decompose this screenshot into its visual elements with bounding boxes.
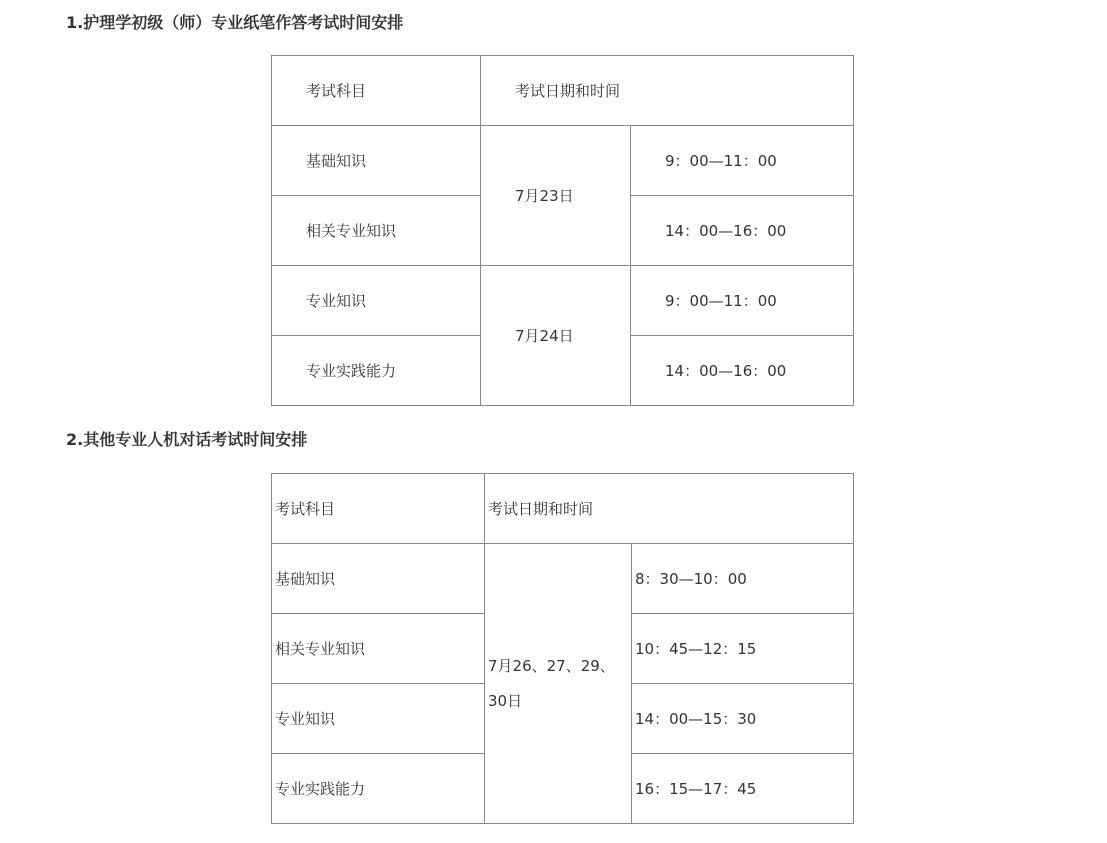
- table-row: [272, 544, 854, 614]
- time-cell: 14：00—15：30: [632, 684, 854, 754]
- section2-title: 2.其他专业人机对话考试时间安排: [66, 430, 308, 449]
- table-header-row: [272, 56, 854, 126]
- header-subject: 考试科目: [272, 474, 485, 544]
- time-cell: 9：00—11：00: [631, 126, 854, 196]
- time-cell: 10：45—12：15: [632, 614, 854, 684]
- subject-cell: 相关专业知识: [272, 196, 481, 266]
- subject-cell: 专业知识: [272, 266, 481, 336]
- date-cell: 7月24日: [481, 266, 631, 406]
- subject-cell: 基础知识: [272, 544, 485, 614]
- subject-cell: 相关专业知识: [272, 614, 485, 684]
- written-exam-schedule-table: [271, 55, 854, 406]
- subject-cell: 基础知识: [272, 126, 481, 196]
- date-cell: 7月26、27、29、30日: [485, 544, 632, 824]
- header-datetime: 考试日期和时间: [481, 56, 854, 126]
- section1-title: 1.护理学初级（师）专业纸笔作答考试时间安排: [66, 13, 404, 32]
- table-row: [272, 266, 854, 336]
- subject-cell: 专业实践能力: [272, 336, 481, 406]
- table-header-row: [272, 474, 854, 544]
- time-cell: 8：30—10：00: [632, 544, 854, 614]
- date-cell: 7月23日: [481, 126, 631, 266]
- time-cell: 16：15—17：45: [632, 754, 854, 824]
- header-subject: 考试科目: [272, 56, 481, 126]
- computer-exam-schedule-table: [271, 473, 854, 824]
- subject-cell: 专业知识: [272, 684, 485, 754]
- time-cell: 14：00—16：00: [631, 336, 854, 406]
- time-cell: 14：00—16：00: [631, 196, 854, 266]
- time-cell: 9：00—11：00: [631, 266, 854, 336]
- header-datetime: 考试日期和时间: [485, 474, 854, 544]
- subject-cell: 专业实践能力: [272, 754, 485, 824]
- table-row: [272, 126, 854, 196]
